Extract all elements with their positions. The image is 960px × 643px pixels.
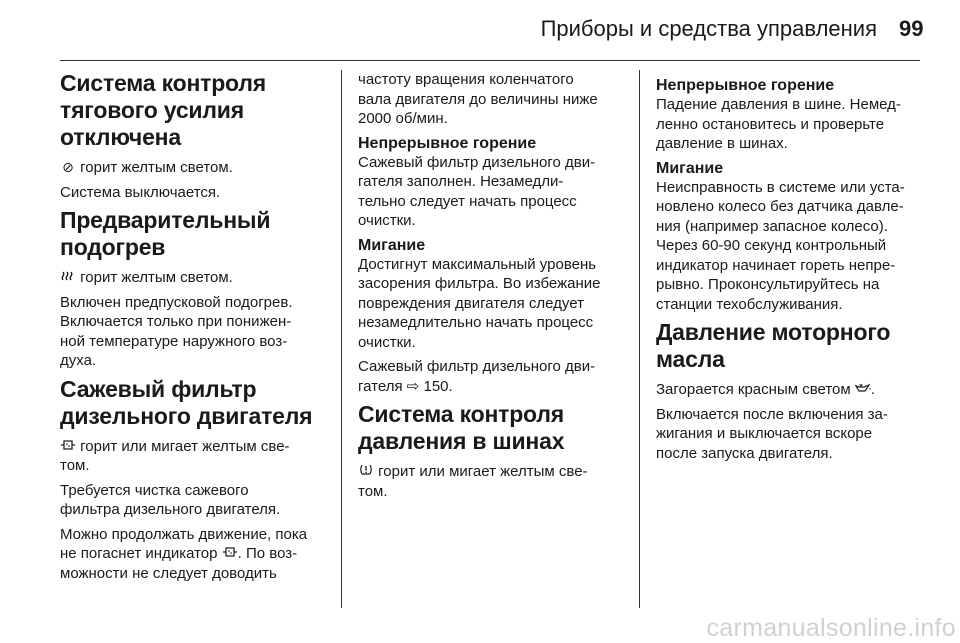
- glow-plug-icon: [60, 268, 76, 288]
- text-line: Падение давления в шине. Немед-: [656, 96, 901, 113]
- text-line: вала двигателя до величины ниже: [358, 90, 598, 108]
- watermark: carmanualsonline.info: [706, 614, 956, 642]
- subheading-flashing: Мигание: [358, 236, 426, 254]
- section-title-preheat: [60, 207, 322, 261]
- diesel-particulate-filter-icon: [60, 437, 76, 457]
- header-divider: [60, 60, 920, 61]
- text-line: после запуска двигателя.: [656, 444, 833, 462]
- tire-pressure-icon: [358, 462, 374, 482]
- subheading-flashing: Мигание: [656, 159, 724, 177]
- text-line: Включается только при понижен-: [60, 313, 292, 330]
- text-line: фильтра дизельного двигателя.: [60, 501, 281, 518]
- paragraph: [358, 255, 620, 353]
- text-line: частоту вращения коленчатого: [358, 71, 574, 88]
- paragraph: [358, 153, 620, 231]
- paragraph: [60, 158, 322, 178]
- text-line: станции техобслуживания.: [656, 295, 843, 313]
- text: не погаснет индикатор: [60, 545, 222, 562]
- paragraph: [60, 268, 322, 288]
- text-line: Через 60-90 секунд контрольный: [656, 237, 887, 254]
- text-line: Включен предпусковой подогрев.: [60, 293, 293, 311]
- paragraph: [358, 462, 620, 501]
- title-line: Система контроля: [358, 401, 564, 427]
- paragraph: [656, 178, 918, 315]
- column-3: [656, 70, 918, 468]
- text-line: повреждения двигателя следует: [358, 294, 584, 312]
- page-number: 99: [899, 16, 924, 41]
- text-line: духа.: [60, 352, 97, 369]
- column-2: [358, 70, 620, 506]
- text: гателя: [358, 377, 407, 395]
- subheading-steady: Непрерывное горение: [358, 134, 537, 152]
- text-line: ной температуре наружного воз-: [60, 332, 288, 350]
- paragraph: [358, 357, 620, 396]
- paragraph: [60, 437, 322, 476]
- title-line: дизельного двигателя: [60, 402, 313, 429]
- paragraph: [60, 525, 322, 584]
- section-title-traction-control-off: [60, 70, 322, 151]
- text-line: можности не следует доводить: [60, 564, 277, 582]
- title-line: тягового усилия: [60, 97, 244, 123]
- text: . По воз-: [237, 545, 298, 562]
- text-line: ленно остановитесь и проверьте: [656, 115, 885, 133]
- text-line: Требуется чистка сажевого: [60, 481, 249, 499]
- section-title-tire-pressure: [358, 401, 620, 455]
- paragraph: [656, 380, 918, 400]
- column-divider-2: [639, 70, 640, 608]
- text: горит желтым светом.: [76, 269, 233, 286]
- text: горит или мигает желтым све-: [76, 437, 290, 455]
- text-line: Сажевый фильтр дизельного дви-: [358, 153, 596, 171]
- text-line: очистки.: [358, 333, 416, 351]
- text: .: [870, 381, 876, 398]
- column-1: [60, 70, 322, 588]
- paragraph: [60, 481, 322, 520]
- title-line: отключена: [60, 124, 181, 150]
- text-line: индикатор начинает гореть непре-: [656, 256, 896, 274]
- text-line: очистки.: [358, 212, 416, 229]
- text: горит желтым светом.: [76, 159, 233, 176]
- section-title-diesel-filter: [60, 376, 322, 430]
- text-line: давление в шинах.: [656, 135, 788, 152]
- text-line: Неисправность в системе или уста-: [656, 178, 905, 196]
- text-line: Включается после включения за-: [656, 405, 888, 423]
- text-line: жигания и выключается вскоре: [656, 425, 873, 442]
- paragraph: [60, 293, 322, 371]
- text-line: тельно следует начать процесс: [358, 192, 577, 210]
- title-line: Давление моторного: [656, 319, 891, 345]
- paragraph: Система выключается.: [60, 183, 221, 201]
- text: том.: [60, 457, 90, 474]
- title-line: Предварительный: [60, 207, 271, 233]
- page-header-title: Приборы и средства управления: [540, 16, 877, 41]
- text: горит или мигает желтым све-: [374, 463, 588, 480]
- text-line: рывно. Проконсультируйтесь на: [656, 276, 880, 293]
- diesel-particulate-filter-icon: [222, 544, 238, 564]
- text-line: Сажевый фильтр дизельного дви-: [358, 358, 596, 375]
- text-line: Достигнут максимальный уровень: [358, 255, 597, 273]
- page-reference-arrow-icon[interactable]: ⇨: [406, 377, 420, 395]
- paragraph: [656, 405, 918, 464]
- text-line: новлено колесо без датчика давле-: [656, 198, 904, 215]
- text-line: засорения фильтра. Во избежание: [358, 275, 601, 292]
- title-line: давления в шинах: [358, 428, 565, 454]
- text-line: гателя заполнен. Незамедли-: [358, 173, 564, 190]
- paragraph: [358, 70, 620, 129]
- text-line: ния (например запасное колесо).: [656, 217, 888, 235]
- title-line: подогрев: [60, 234, 166, 260]
- section-title-oil-pressure: [656, 319, 918, 373]
- oil-can-icon: [855, 380, 871, 400]
- traction-control-off-icon: ⊘: [62, 159, 74, 175]
- title-line: Система контроля: [60, 70, 266, 96]
- text: том.: [358, 482, 388, 500]
- text: Загорается красным светом: [656, 381, 855, 398]
- text-line: 2000 об/мин.: [358, 110, 448, 127]
- column-divider-1: [341, 70, 342, 608]
- paragraph: [656, 95, 918, 154]
- subheading-steady: Непрерывное горение: [656, 77, 835, 94]
- page-reference-link[interactable]: 150.: [419, 377, 453, 395]
- text-line: Можно продолжать движение, пока: [60, 525, 308, 543]
- title-line: масла: [656, 346, 725, 372]
- text-line: незамедлительно начать процесс: [358, 314, 594, 331]
- title-line: Сажевый фильтр: [60, 375, 257, 402]
